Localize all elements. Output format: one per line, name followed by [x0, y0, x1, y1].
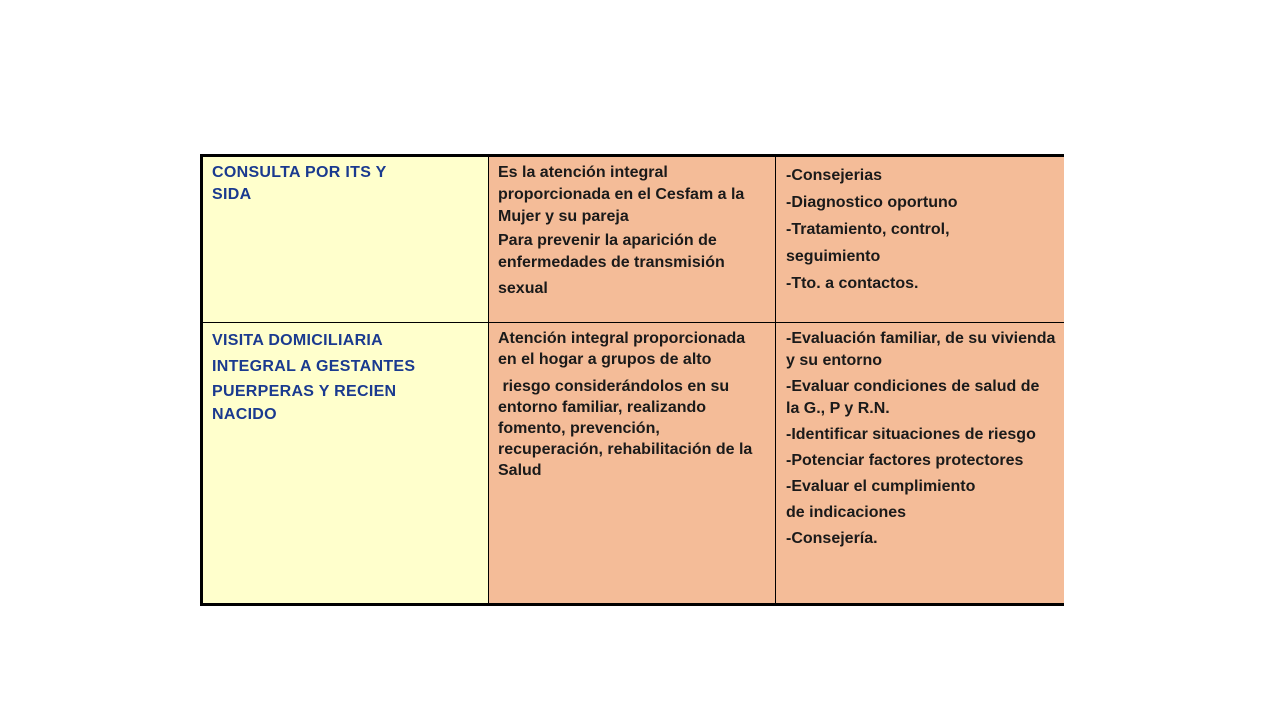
activity-item: -Diagnostico oportuno — [786, 194, 958, 211]
activity-item: -Tto. a contactos. — [786, 275, 919, 292]
activities-cell-its-sida — [776, 157, 1064, 323]
activity-item: -Potenciar factores protectores — [786, 452, 1024, 469]
programs-table — [200, 154, 1064, 606]
activity-item: de indicaciones — [786, 504, 907, 521]
activity-item: -Evaluar el cumplimiento — [786, 478, 976, 495]
activity-item: -Identificar situaciones de riesgo — [786, 426, 1036, 443]
activity-item: seguimiento — [786, 248, 881, 265]
activity-item: -Evaluación familiar, de su vivienda y su entorno — [786, 330, 1056, 369]
description-paragraph: Atención integral proporcionada en el hogar a grupos de alto — [498, 330, 746, 368]
program-title-line: NACIDO — [212, 406, 277, 423]
description-paragraph: riesgo considerándolos en su entorno familiar, realizando fomento, prevención, recuperación, rehabilitación de la Salud — [498, 378, 757, 479]
activity-item: -Consejería. — [786, 530, 878, 547]
activities-cell-visita-domiciliaria — [776, 323, 1064, 603]
description-paragraph: sexual — [498, 280, 548, 297]
program-title-line: PUERPERAS Y RECIEN — [212, 383, 397, 400]
program-title-line: VISITA DOMICILIARIA — [212, 332, 384, 349]
description-paragraph: Para prevenir la aparición de enfermedades de transmisión — [498, 232, 725, 271]
activity-item: -Evaluar condiciones de salud de la G., P y R.N. — [786, 378, 1040, 417]
description-paragraph: Es la atención integral proporcionada en el Cesfam a la Mujer y su pareja — [498, 164, 745, 225]
program-title-line: INTEGRAL A GESTANTES — [212, 358, 416, 375]
program-cell-its-sida — [203, 157, 489, 323]
activity-item: -Tratamiento, control, — [786, 221, 950, 238]
program-title-line: SIDA — [212, 186, 252, 203]
description-cell-visita-domiciliaria — [489, 323, 776, 603]
activity-item: -Consejerias — [786, 167, 883, 184]
program-cell-visita-domiciliaria — [203, 323, 489, 603]
description-cell-its-sida — [489, 157, 776, 323]
program-title-line: CONSULTA POR ITS Y — [212, 164, 387, 181]
